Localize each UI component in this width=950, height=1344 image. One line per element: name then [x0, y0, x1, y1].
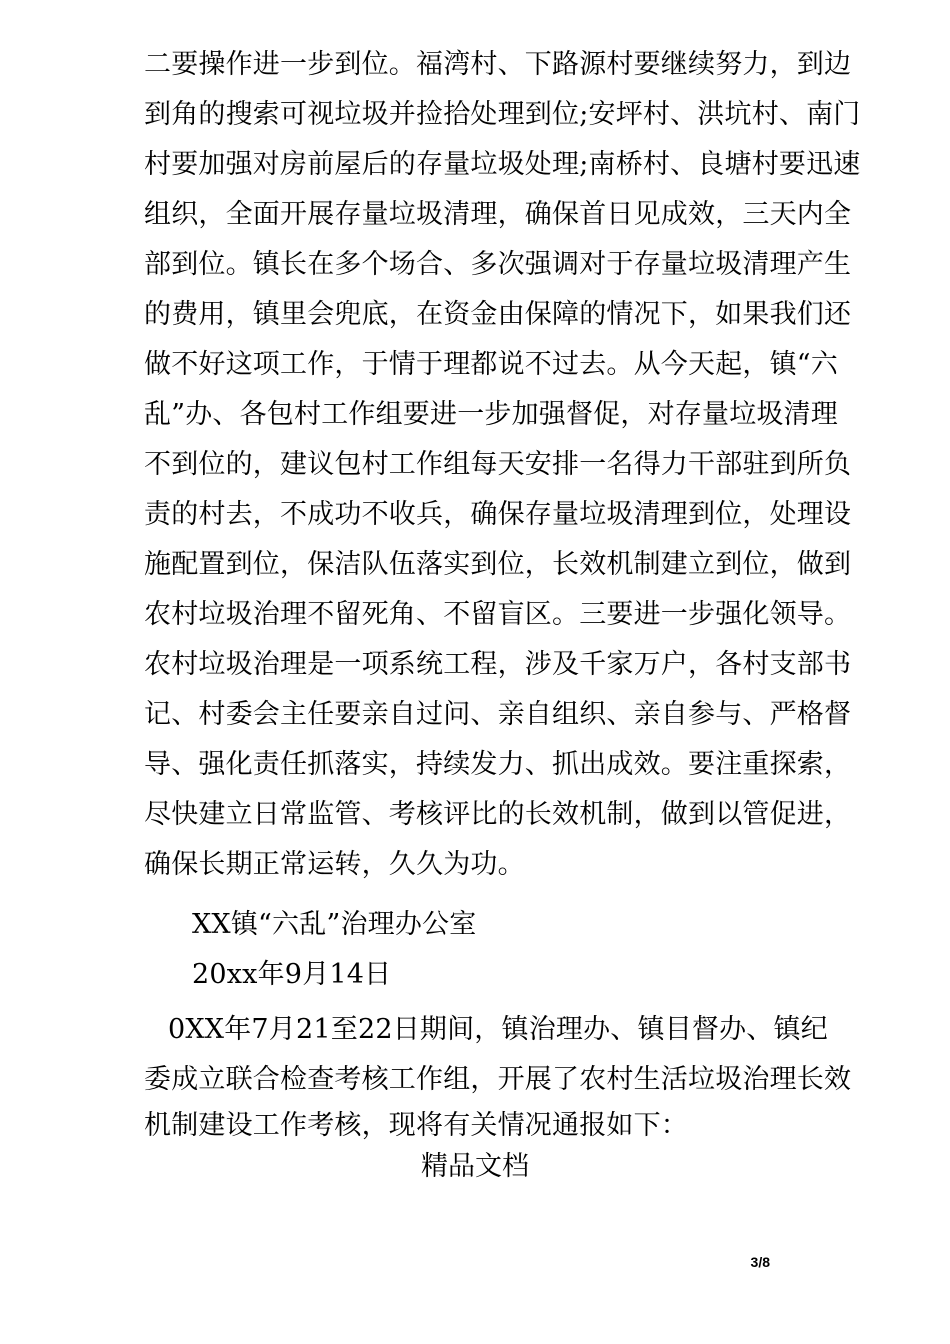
body-line-1: 二要操作进一步到位。福湾村、下路源村要继续努力，到边	[144, 49, 852, 80]
signature-date: 20xx年9月14日	[192, 959, 392, 990]
body-line-17: 确保长期正常运转，久久为功。	[144, 849, 525, 880]
body-line-9: 不到位的，建议包村工作组每天安排一名得力干部驻到所负	[144, 449, 852, 480]
body-line-11: 施配置到位，保洁队伍落实到位，长效机制建立到位，做到	[144, 549, 852, 580]
body-line-8: 乱”办、各包村工作组要进一步加强督促，对存量垃圾清理	[144, 399, 839, 430]
body-line-15: 导、强化责任抓落实，持续发力、抓出成效。要注重探索，	[144, 749, 852, 780]
footer-title: 精品文档	[421, 1151, 529, 1182]
body-line-14: 记、村委会主任要亲自过问、亲自组织、亲自参与、严格督	[144, 699, 852, 730]
body-line-4: 组织，全面开展存量垃圾清理，确保首日见成效，三天内全	[144, 199, 852, 230]
body-line-12: 农村垃圾治理不留死角、不留盲区。三要进一步强化领导。	[144, 599, 852, 630]
body-line-13: 农村垃圾治理是一项系统工程，涉及千家万户，各村支部书	[144, 649, 852, 680]
body-line-7: 做不好这项工作，于情于理都说不过去。从今天起，镇“六	[144, 349, 839, 380]
body-line-5: 部到位。镇长在多个场合、多次强调对于存量垃圾清理产生	[144, 249, 852, 280]
page-number: 3/8	[750, 1254, 770, 1270]
body-line-16: 尽快建立日常监管、考核评比的长效机制，做到以管促进，	[144, 799, 852, 830]
body-line-2: 到角的搜索可视垃圾并捡拾处理到位;安坪村、洪坑村、南门	[144, 99, 861, 130]
body-line-10: 责的村去，不成功不收兵，确保存量垃圾清理到位，处理设	[144, 499, 852, 530]
next-line-2: 委成立联合检查考核工作组，开展了农村生活垃圾治理长效	[144, 1064, 852, 1095]
next-line-3: 机制建设工作考核，现将有关情况通报如下：	[144, 1110, 688, 1141]
signature-office: XX镇“六乱”治理办公室	[192, 909, 477, 940]
body-line-6: 的费用，镇里会兜底，在资金由保障的情况下，如果我们还	[144, 299, 852, 330]
next-line-1: 0XX年7月21至22日期间，镇治理办、镇目督办、镇纪	[168, 1014, 828, 1045]
body-line-3: 村要加强对房前屋后的存量垃圾处理;南桥村、良塘村要迅速	[144, 149, 861, 180]
